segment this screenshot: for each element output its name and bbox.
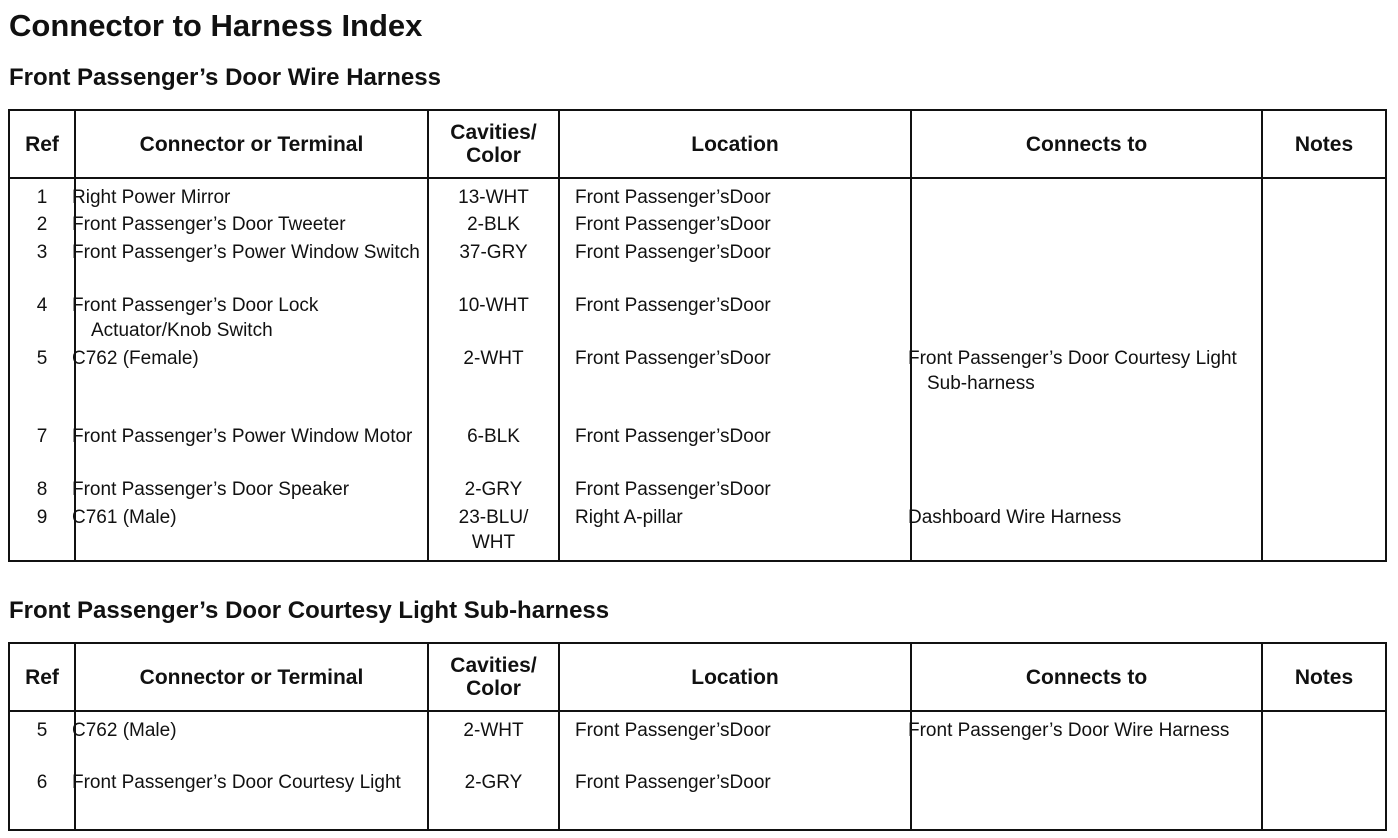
page-title: Connector to Harness Index (9, 8, 423, 43)
cell-connects-to (911, 477, 1262, 505)
cell-connects-to: Front Passenger’s Door Wire Harness (911, 711, 1262, 770)
cell-connector: Front Passenger’s Door Lock Actuator/Knob Switch (75, 293, 428, 346)
section-title-door-wire-harness: Front Passenger’s Door Wire Harness (9, 64, 441, 91)
cell-notes (1262, 477, 1386, 505)
table-row (9, 505, 1386, 561)
cell-connector: Front Passenger’s Door Speaker (75, 477, 428, 505)
cell-connector: Right Power Mirror (75, 178, 428, 212)
cell-connector: Front Passenger’s Door Courtesy Light (75, 770, 428, 830)
cell-ref: 2 (9, 212, 75, 240)
table-header-row (9, 110, 1386, 178)
cell-notes (1262, 293, 1386, 346)
cell-location: Right A-pillar (559, 505, 911, 561)
cell-connects-to (911, 178, 1262, 212)
header-cavities (428, 110, 559, 178)
cell-cavities: 2-WHT (428, 346, 559, 424)
table-row (9, 424, 1386, 477)
cell-ref: 4 (9, 293, 75, 346)
cell-ref: 8 (9, 477, 75, 505)
cell-location: Front Passenger’sDoor (559, 240, 911, 293)
table-row (9, 293, 1386, 346)
cell-notes (1262, 240, 1386, 293)
table-header-row (9, 643, 1386, 711)
cell-location: Front Passenger’sDoor (559, 711, 911, 770)
cell-connects-to: Front Passenger’s Door Courtesy Light Sub-harness (911, 346, 1262, 424)
cell-connector: Front Passenger’s Power Window Motor (75, 424, 428, 477)
cell-notes (1262, 711, 1386, 770)
cell-location: Front Passenger’sDoor (559, 424, 911, 477)
cell-location: Front Passenger’sDoor (559, 293, 911, 346)
table-row (9, 477, 1386, 505)
header-connects-to: Connects to (911, 110, 1262, 178)
cell-notes (1262, 212, 1386, 240)
header-location: Location (559, 110, 911, 178)
header-cavities-line2: Color (466, 144, 521, 167)
cell-cavities: 23-BLU/ WHT (428, 505, 559, 561)
table-row (9, 212, 1386, 240)
cell-notes (1262, 346, 1386, 424)
header-notes: Notes (1262, 110, 1386, 178)
cell-ref: 5 (9, 346, 75, 424)
cell-location: Front Passenger’sDoor (559, 770, 911, 830)
cell-ref: 6 (9, 770, 75, 830)
table-row (9, 770, 1386, 830)
header-ref: Ref (9, 110, 75, 178)
cell-notes (1262, 505, 1386, 561)
header-ref: Ref (9, 643, 75, 711)
cell-cavities: 13-WHT (428, 178, 559, 212)
header-cavities-line1: Cavities/ (450, 654, 537, 677)
header-cavities-line2: Color (466, 677, 521, 700)
header-notes: Notes (1262, 643, 1386, 711)
cell-connects-to (911, 212, 1262, 240)
cell-ref: 1 (9, 178, 75, 212)
cell-cavities: 10-WHT (428, 293, 559, 346)
harness-table-door-wire-harness (8, 109, 1387, 562)
cell-connects-to: Dashboard Wire Harness (911, 505, 1262, 561)
cell-ref: 5 (9, 711, 75, 770)
cell-connects-to (911, 240, 1262, 293)
cell-connector: Front Passenger’s Power Window Switch (75, 240, 428, 293)
cell-cavities: 2-GRY (428, 770, 559, 830)
harness-table-courtesy-light-sub-harness (8, 642, 1387, 831)
cell-cavities: 2-GRY (428, 477, 559, 505)
cell-notes (1262, 424, 1386, 477)
cell-location: Front Passenger’sDoor (559, 346, 911, 424)
table-row (9, 178, 1386, 212)
header-cavities (428, 643, 559, 711)
cell-notes (1262, 178, 1386, 212)
cell-cavities: 2-BLK (428, 212, 559, 240)
cell-connector: C762 (Male) (75, 711, 428, 770)
cell-location: Front Passenger’sDoor (559, 477, 911, 505)
header-location: Location (559, 643, 911, 711)
cell-cavities: 6-BLK (428, 424, 559, 477)
cell-ref: 7 (9, 424, 75, 477)
cell-location: Front Passenger’sDoor (559, 178, 911, 212)
cell-ref: 3 (9, 240, 75, 293)
cell-location: Front Passenger’sDoor (559, 212, 911, 240)
header-cavities-line1: Cavities/ (450, 121, 537, 144)
table-row (9, 346, 1386, 424)
cell-connects-to (911, 293, 1262, 346)
table-row (9, 711, 1386, 770)
cell-connector: Front Passenger’s Door Tweeter (75, 212, 428, 240)
table-row (9, 240, 1386, 293)
cell-ref: 9 (9, 505, 75, 561)
section-title-courtesy-light-sub-harness: Front Passenger’s Door Courtesy Light Sub-harness (9, 597, 610, 624)
header-connects-to: Connects to (911, 643, 1262, 711)
cell-cavities: 37-GRY (428, 240, 559, 293)
cell-connects-to (911, 770, 1262, 830)
header-connector: Connector or Terminal (75, 110, 428, 178)
cell-notes (1262, 770, 1386, 830)
cell-connector: C761 (Male) (75, 505, 428, 561)
cell-connector: C762 (Female) (75, 346, 428, 424)
header-connector: Connector or Terminal (75, 643, 428, 711)
cell-connects-to (911, 424, 1262, 477)
cell-cavities: 2-WHT (428, 711, 559, 770)
